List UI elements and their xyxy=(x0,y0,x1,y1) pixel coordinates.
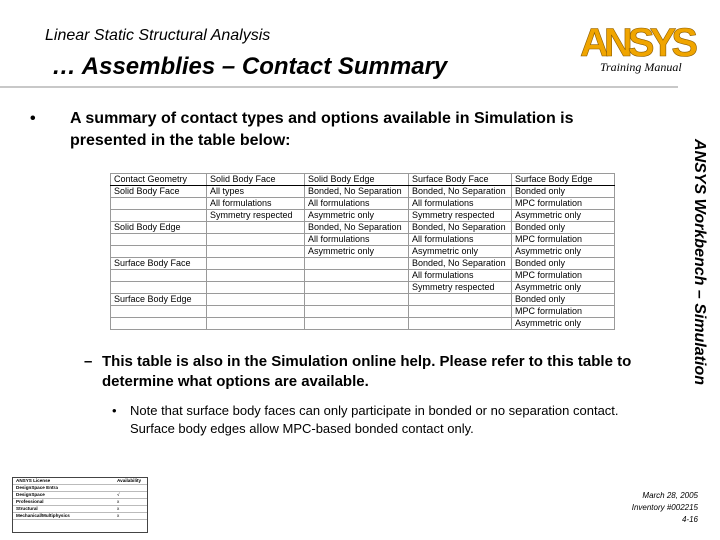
table-cell: All types xyxy=(207,186,305,198)
slide-header-title: Linear Static Structural Analysis xyxy=(45,27,271,44)
table-row xyxy=(111,318,615,330)
table-cell xyxy=(111,270,207,282)
table-cell: Bonded, No Separation xyxy=(409,222,512,234)
table-cell: Symmetry respected xyxy=(409,282,512,294)
table-cell xyxy=(207,234,305,246)
table-cell: MPC formulation xyxy=(512,234,615,246)
main-bullet-text: A summary of contact types and options available in Simulation is presented in the table below: xyxy=(70,110,574,149)
table-cell xyxy=(207,306,305,318)
license-row xyxy=(13,513,147,520)
table-header-cell: Solid Body Edge xyxy=(305,174,409,186)
table-cell: Bonded only xyxy=(512,258,615,270)
table-cell xyxy=(207,222,305,234)
ansys-logo xyxy=(578,20,706,62)
footer-page-number: 4-16 xyxy=(681,515,698,524)
table-cell: Bonded only xyxy=(512,222,615,234)
license-row xyxy=(13,499,147,506)
table-cell xyxy=(111,198,207,210)
table-cell: Asymmetric only xyxy=(305,210,409,222)
table-header-row xyxy=(111,174,615,186)
table-cell: All formulations xyxy=(409,234,512,246)
license-name: Professional xyxy=(16,499,44,504)
ansys-logo-text: ANSYS xyxy=(580,21,698,62)
table-row xyxy=(111,306,615,318)
table-row xyxy=(111,282,615,294)
table-row xyxy=(111,258,615,270)
table-cell: Asymmetric only xyxy=(409,246,512,258)
license-availability: x xyxy=(117,513,120,518)
table-cell xyxy=(111,246,207,258)
table-cell xyxy=(305,282,409,294)
table-cell: All formulations xyxy=(207,198,305,210)
training-manual-label: Training Manual xyxy=(600,60,682,74)
note-bullet-text: Note that surface body faces can only participate in bonded or no separation contact. Surface body edges allow MPC-based bonded contact only. xyxy=(130,403,619,436)
license-name: DesignSpace xyxy=(16,492,45,497)
table-cell: MPC formulation xyxy=(512,270,615,282)
table-row xyxy=(111,270,615,282)
sub-bullet-dash: – xyxy=(84,353,93,370)
table-cell xyxy=(409,294,512,306)
table-cell xyxy=(305,318,409,330)
table-cell: Surface Body Face xyxy=(111,258,207,270)
table-cell xyxy=(207,318,305,330)
header-divider xyxy=(0,86,720,88)
table-header-cell: Surface Body Face xyxy=(409,174,512,186)
table-cell xyxy=(111,282,207,294)
license-row xyxy=(13,485,147,492)
table-row xyxy=(111,186,615,198)
table-cell: Asymmetric only xyxy=(512,282,615,294)
table-header-cell: Contact Geometry xyxy=(111,174,207,186)
table-cell xyxy=(111,318,207,330)
slide-footer xyxy=(632,490,698,526)
table-cell: All formulations xyxy=(305,234,409,246)
table-cell: Solid Body Edge xyxy=(111,222,207,234)
table-cell xyxy=(305,270,409,282)
table-cell: All formulations xyxy=(409,270,512,282)
table-cell: Symmetry respected xyxy=(409,210,512,222)
table-cell: Symmetry respected xyxy=(207,210,305,222)
license-row xyxy=(13,492,147,499)
table-cell: Bonded, No Separation xyxy=(409,258,512,270)
table-row xyxy=(111,222,615,234)
table-cell: Bonded only xyxy=(512,294,615,306)
table-cell: All formulations xyxy=(409,198,512,210)
table-row xyxy=(111,246,615,258)
table-row xyxy=(111,210,615,222)
slide-title: … Assemblies – Contact Summary xyxy=(52,53,448,80)
license-header-availability: Availability xyxy=(117,478,142,483)
license-availability: x xyxy=(117,506,120,511)
table-row xyxy=(111,234,615,246)
table-cell: MPC formulation xyxy=(512,306,615,318)
footer-inventory: Inventory #002215 xyxy=(631,503,698,512)
table-header-cell: Solid Body Face xyxy=(207,174,305,186)
license-row xyxy=(13,506,147,513)
table-cell xyxy=(111,210,207,222)
table-cell xyxy=(409,306,512,318)
table-row xyxy=(111,294,615,306)
note-bullet-dot: • xyxy=(112,403,117,418)
table-cell xyxy=(111,234,207,246)
table-cell: Bonded, No Separation xyxy=(305,222,409,234)
license-availability-table xyxy=(12,477,148,533)
table-cell xyxy=(207,282,305,294)
table-cell xyxy=(207,258,305,270)
table-cell xyxy=(207,246,305,258)
license-availability: x xyxy=(117,499,120,504)
bullet-dot: • xyxy=(30,110,36,127)
license-name: DesignSpace Entra xyxy=(16,485,58,490)
table-cell: All formulations xyxy=(305,198,409,210)
sub-bullet-text: This table is also in the Simulation online help. Please refer to this table to determine what options are available. xyxy=(102,353,632,390)
table-header-cell: Surface Body Edge xyxy=(512,174,615,186)
table-cell xyxy=(207,294,305,306)
table-cell: MPC formulation xyxy=(512,198,615,210)
table-cell: Surface Body Edge xyxy=(111,294,207,306)
license-table-header xyxy=(13,478,147,485)
table-cell: Bonded, No Separation xyxy=(305,186,409,198)
footer-date: March 28, 2005 xyxy=(642,491,698,500)
side-banner-text: ANSYS Workbench – Simulation xyxy=(691,139,708,385)
license-header-name: ANSYS License xyxy=(16,478,51,483)
table-cell: Asymmetric only xyxy=(512,318,615,330)
table-cell xyxy=(305,306,409,318)
table-cell xyxy=(207,270,305,282)
table-cell: Asymmetric only xyxy=(512,210,615,222)
license-name: Structural xyxy=(16,506,38,511)
table-cell: Asymmetric only xyxy=(305,246,409,258)
table-cell xyxy=(305,294,409,306)
contact-summary-table xyxy=(110,173,615,330)
table-cell: Asymmetric only xyxy=(512,246,615,258)
table-row xyxy=(111,198,615,210)
table-cell xyxy=(305,258,409,270)
table-cell: Bonded, No Separation xyxy=(409,186,512,198)
table-cell: Solid Body Face xyxy=(111,186,207,198)
table-cell: Bonded only xyxy=(512,186,615,198)
table-cell xyxy=(409,318,512,330)
license-name: Mechanical/Multiphysics xyxy=(16,513,70,518)
table-cell xyxy=(111,306,207,318)
license-availability: √ xyxy=(117,492,120,497)
